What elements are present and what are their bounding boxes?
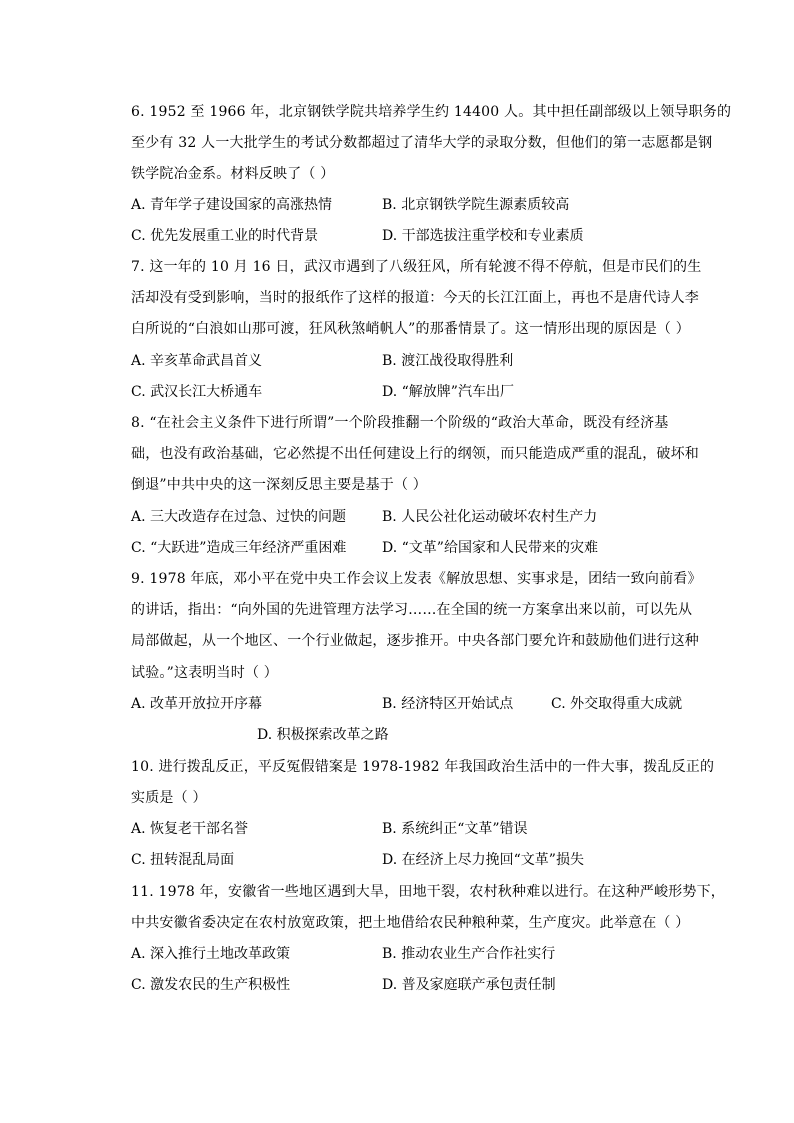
option-d[interactable]: D. “文革”给国家和人民带来的灾难 xyxy=(382,540,598,556)
stem-line: 础，也没有政治基础，它必然提不出任何建设上行的纲领，而只能造成严重的混乱，破坏和 xyxy=(131,446,699,463)
question-9 xyxy=(131,564,701,689)
question-stem xyxy=(131,252,701,346)
option-a[interactable]: A. 三大改造存在过急、过快的问题 xyxy=(131,509,347,525)
option-c[interactable]: C. 扭转混乱局面 xyxy=(131,852,235,868)
stem-line: 7. 这一年的 10 月 16 日，武汉市遇到了八级狂风，所有轮渡不得不停航，但是市民们的生 xyxy=(131,259,702,275)
stem-line: 8. “在社会主义条件下进行所谓”一个阶段推翻一个阶级的“政治大革命，既没有经济基 xyxy=(131,415,669,431)
option-d[interactable]: D. 积极探索改革之路 xyxy=(257,727,389,743)
question-7 xyxy=(131,252,701,346)
option-c[interactable]: C. 武汉长江大桥通车 xyxy=(131,384,263,400)
option-d[interactable]: D. 干部选拔注重学校和专业素质 xyxy=(382,228,584,244)
stem-line: 至少有 32 人一大批学生的考试分数都超过了清华大学的录取分数，但他们的第一志愿都是钢 xyxy=(131,135,713,152)
stem-line: 6. 1952 至 1966 年，北京钢铁学院共培养学生约 14400 人。其中担任副部级以上领导职务的 xyxy=(131,104,732,120)
option-c[interactable]: C. 优先发展重工业的时代背景 xyxy=(131,228,319,244)
option-b[interactable]: B. 系统纠正“文革”错误 xyxy=(382,821,528,837)
option-d[interactable]: D. 在经济上尽力挽回“文革”损失 xyxy=(382,852,584,868)
option-d[interactable]: D. 普及家庭联产承包责任制 xyxy=(382,977,556,993)
question-stem xyxy=(131,752,715,814)
option-a[interactable]: A. 辛亥革命武昌首义 xyxy=(131,353,263,369)
stem-line: 11. 1978 年，安徽省一些地区遇到大旱，田地干裂，农村秋种难以进行。在这种严峻形势下， xyxy=(131,884,725,900)
option-d[interactable]: D. “解放牌”汽车出厂 xyxy=(382,384,514,400)
option-c[interactable]: C. 外交取得重大成就 xyxy=(551,696,683,712)
stem-line: 活却没有受到影响，当时的报纸作了这样的报道：今天的长江江面上，再也不是唐代诗人李 xyxy=(131,290,699,307)
question-stem xyxy=(131,97,732,191)
stem-line: 实质是（ ） xyxy=(131,790,207,807)
option-b[interactable]: B. 经济特区开始试点 xyxy=(382,696,514,712)
question-8 xyxy=(131,408,701,502)
question-10 xyxy=(131,752,715,814)
stem-line: 局部做起，从一个地区、一个行业做起，逐步推开。中央各部门要允许和鼓励他们进行这种 xyxy=(131,633,699,650)
option-b[interactable]: B. 北京钢铁学院生源素质较高 xyxy=(382,197,570,213)
option-b[interactable]: B. 人民公社化运动破坏农村生产力 xyxy=(382,509,598,525)
option-c[interactable]: C. “大跃进”造成三年经济严重困难 xyxy=(131,540,347,556)
stem-line: 铁学院冶金系。材料反映了（ ） xyxy=(131,166,335,183)
option-a[interactable]: A. 改革开放拉开序幕 xyxy=(131,696,263,712)
option-a[interactable]: A. 青年学子建设国家的高涨热情 xyxy=(131,197,333,213)
question-stem xyxy=(131,408,701,502)
stem-line: 9. 1978 年底，邓小平在党中央工作会议上发表《解放思想、实事求是，团结一致向前看》 xyxy=(131,571,702,587)
stem-line: 试验。”这表明当时（ ） xyxy=(131,664,279,681)
stem-line: 中共安徽省委决定在农村放宽政策，把土地借给农民种粮种菜，生产度灾。此举意在（ ） xyxy=(131,915,690,932)
stem-line: 的讲话，指出：“向外国的先进管理方法学习……在全国的统一方案拿出来以前，可以先从 xyxy=(131,602,693,619)
stem-line: 10. 进行拨乱反正，平反冤假错案是 1978-1982 年我国政治生活中的一件大事，拨乱反正的 xyxy=(131,759,715,775)
question-11 xyxy=(131,877,725,939)
question-6 xyxy=(131,97,732,191)
option-b[interactable]: B. 推动农业生产合作社实行 xyxy=(382,946,556,962)
stem-line: 白所说的“白浪如山那可渡，狂风秋煞峭帆人”的那番情景了。这一情形出现的原因是（ ） xyxy=(131,321,690,338)
stem-line: 倒退”中共中央的这一深刻反思主要是基于（ ） xyxy=(131,477,428,494)
option-c[interactable]: C. 激发农民的生产积极性 xyxy=(131,977,291,993)
option-b[interactable]: B. 渡江战役取得胜利 xyxy=(382,353,514,369)
question-stem xyxy=(131,564,701,689)
option-a[interactable]: A. 恢复老干部名誉 xyxy=(131,821,249,837)
question-stem xyxy=(131,877,725,939)
option-a[interactable]: A. 深入推行土地改革政策 xyxy=(131,946,291,962)
